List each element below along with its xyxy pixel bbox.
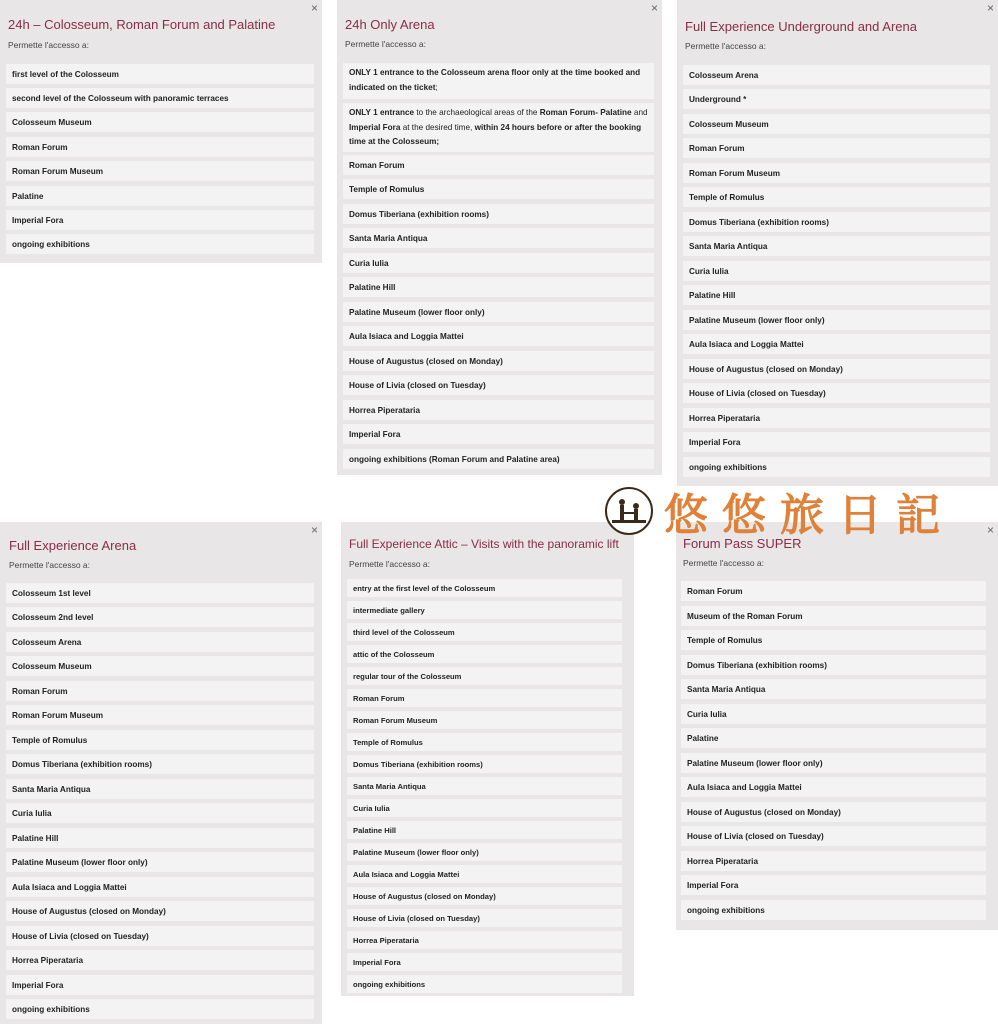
list-item: ongoing exhibitions xyxy=(681,900,986,920)
list-item: House of Augustus (closed on Monday) xyxy=(6,901,314,921)
list-item: Temple of Romulus xyxy=(6,730,314,750)
list-item: attic of the Colosseum xyxy=(347,645,622,663)
close-icon[interactable]: × xyxy=(986,523,994,537)
watermark xyxy=(602,486,998,541)
list-item: Curia Iulia xyxy=(681,704,986,724)
list-item: House of Augustus (closed on Monday) xyxy=(681,802,986,822)
entrance-forum-text3: at the desired time, xyxy=(400,122,475,132)
watermark-char: 旅 xyxy=(780,490,824,541)
list-item: Palatine Hill xyxy=(343,277,654,297)
list-item: Curia Iulia xyxy=(343,253,654,273)
panel-subtitle: Permette l'accesso a: xyxy=(685,41,766,51)
close-icon[interactable]: × xyxy=(986,1,994,15)
list-item: ongoing exhibitions (Roman Forum and Palatine area) xyxy=(343,449,654,469)
list-item: Temple of Romulus xyxy=(681,630,986,650)
panel-title: Full Experience Arena xyxy=(9,538,137,553)
list-item: House of Augustus (closed on Monday) xyxy=(343,351,654,371)
list-item: Imperial Fora xyxy=(683,432,990,452)
watermark-char: 記 xyxy=(896,490,940,541)
watermark-char: 悠 xyxy=(664,490,708,541)
list-item: House of Livia (closed on Tuesday) xyxy=(347,909,622,927)
list-item: Roman Forum Museum xyxy=(683,163,990,183)
entrance-forum-text1: to the archaeological areas of the xyxy=(414,108,540,117)
list-item: Curia Iulia xyxy=(347,799,622,817)
list-item: Imperial Fora xyxy=(6,210,314,230)
list-item: Curia Iulia xyxy=(683,261,990,281)
watermark-text xyxy=(664,486,940,541)
list-item: Domus Tiberiana (exhibition rooms) xyxy=(681,655,986,675)
panel-title: 24h – Colosseum, Roman Forum and Palatine xyxy=(8,17,276,32)
list-item: Imperial Fora xyxy=(347,953,622,971)
list-item: Colosseum Arena xyxy=(683,65,990,85)
list-item: Imperial Fora xyxy=(681,875,986,895)
list-item: Roman Forum Museum xyxy=(6,705,314,725)
panel-subtitle: Permette l'accesso a: xyxy=(345,39,426,49)
panel-title: 24h Only Arena xyxy=(345,17,435,32)
list-item: Horrea Piperataria xyxy=(683,408,990,428)
watermark-char: 日 xyxy=(838,490,882,541)
list-item: second level of the Colosseum with panoramic terraces xyxy=(6,88,314,108)
panel-subtitle: Permette l'accesso a: xyxy=(9,560,90,570)
list-item: Temple of Romulus xyxy=(347,733,622,751)
list-item: Horrea Piperataria xyxy=(6,950,314,970)
list-item: Palatine Hill xyxy=(683,285,990,305)
list-item: Santa Maria Antiqua xyxy=(681,679,986,699)
list-item: Colosseum 2nd level xyxy=(6,607,314,627)
list-item: Imperial Fora xyxy=(343,424,654,444)
list-item: ongoing exhibitions xyxy=(6,234,314,254)
entrance-arena-rest: ; xyxy=(435,82,438,92)
list-item: Santa Maria Antiqua xyxy=(347,777,622,795)
list-item: Horrea Piperataria xyxy=(347,931,622,949)
list-item: Domus Tiberiana (exhibition rooms) xyxy=(683,212,990,232)
list-item: Domus Tiberiana (exhibition rooms) xyxy=(6,754,314,774)
list-item: House of Augustus (closed on Monday) xyxy=(683,359,990,379)
panel-subtitle: Permette l'accesso a: xyxy=(683,558,764,568)
entrance-forum-bold2: Roman Forum- Palatine xyxy=(539,108,632,117)
list-item: House of Livia (closed on Tuesday) xyxy=(6,926,314,946)
list-item: Domus Tiberiana (exhibition rooms) xyxy=(347,755,622,773)
list-item: entry at the first level of the Colosseum xyxy=(347,579,622,597)
list-item: Aula Isiaca and Loggia Mattei xyxy=(6,877,314,897)
entrance-forum-bold3: Imperial Fora xyxy=(349,122,401,132)
list-item: Colosseum Museum xyxy=(6,112,314,132)
panel-title: Full Experience Underground and Arena xyxy=(685,19,917,34)
list-item: House of Livia (closed on Tuesday) xyxy=(343,375,654,395)
list-item: Colosseum Arena xyxy=(6,632,314,652)
list-item: Curia Iulia xyxy=(6,803,314,823)
entrance-arena-bold: ONLY 1 entrance to the Colosseum arena floor only at the time booked and indicated on the ticket xyxy=(349,68,641,92)
panel-full-experience-underground xyxy=(677,0,998,486)
list-item: Palatine Hill xyxy=(6,828,314,848)
list-item: Domus Tiberiana (exhibition rooms) xyxy=(343,204,654,224)
list-item: Santa Maria Antiqua xyxy=(683,236,990,256)
list-item-entrance-arena xyxy=(343,63,654,99)
entrance-forum-bold4: within 24 hours before or after the booking time at the Colosseum; xyxy=(349,122,642,146)
close-icon[interactable]: × xyxy=(310,1,318,15)
list-item: ongoing exhibitions xyxy=(347,975,622,993)
list-item: Colosseum Museum xyxy=(6,656,314,676)
close-icon[interactable]: × xyxy=(310,523,318,537)
list-item: Palatine xyxy=(681,728,986,748)
list-item: Roman Forum xyxy=(347,689,622,707)
panel-24h-only-arena xyxy=(337,0,662,475)
list-item: Horrea Piperataria xyxy=(343,400,654,420)
list-item: Palatine Museum (lower floor only) xyxy=(347,843,622,861)
list-item: intermediate gallery xyxy=(347,601,622,619)
list-item: Aula Isiaca and Loggia Mattei xyxy=(681,777,986,797)
list-item: Roman Forum xyxy=(6,137,314,157)
entrance-forum-text2: and xyxy=(631,108,648,117)
list-item: Roman Forum Museum xyxy=(6,161,314,181)
panel-subtitle: Permette l'accesso a: xyxy=(8,40,89,50)
travel-logo-icon xyxy=(602,486,656,536)
list-item: Roman Forum xyxy=(681,581,986,601)
list-item: Museum of the Roman Forum xyxy=(681,606,986,626)
list-item-entrance-forum xyxy=(343,103,654,152)
list-item: Roman Forum xyxy=(343,155,654,175)
list-item: Roman Forum xyxy=(6,681,314,701)
list-item: ongoing exhibitions xyxy=(683,457,990,477)
panel-title: Full Experience Attic – Visits with the panoramic lift xyxy=(349,537,619,551)
panel-24h-colosseum xyxy=(0,0,322,263)
panel-full-experience-attic xyxy=(341,522,634,996)
list-item: Roman Forum xyxy=(683,138,990,158)
list-item: Colosseum Museum xyxy=(683,114,990,134)
list-item: regular tour of the Colosseum xyxy=(347,667,622,685)
list-item: ongoing exhibitions xyxy=(6,999,314,1019)
list-item: Palatine xyxy=(6,186,314,206)
list-item: Aula Isiaca and Loggia Mattei xyxy=(683,334,990,354)
panel-forum-pass-super xyxy=(676,522,998,930)
list-item: Palatine Museum (lower floor only) xyxy=(6,852,314,872)
entrance-forum-bold1: ONLY 1 entrance xyxy=(349,108,415,117)
list-item: Aula Isiaca and Loggia Mattei xyxy=(343,326,654,346)
list-item: Santa Maria Antiqua xyxy=(6,779,314,799)
list-item: Santa Maria Antiqua xyxy=(343,228,654,248)
list-item: Roman Forum Museum xyxy=(347,711,622,729)
list-item: Imperial Fora xyxy=(6,975,314,995)
list-item: Underground * xyxy=(683,89,990,109)
list-item: Palatine Museum (lower floor only) xyxy=(681,753,986,773)
watermark-char: 悠 xyxy=(722,490,766,541)
panel-subtitle: Permette l'accesso a: xyxy=(349,559,430,569)
list-item: House of Livia (closed on Tuesday) xyxy=(681,826,986,846)
list-item: third level of the Colosseum xyxy=(347,623,622,641)
list-item: Aula Isiaca and Loggia Mattei xyxy=(347,865,622,883)
list-item: Temple of Romulus xyxy=(683,187,990,207)
list-item: Colosseum 1st level xyxy=(6,583,314,603)
panel-full-experience-arena xyxy=(0,522,322,1024)
list-item: Palatine Museum (lower floor only) xyxy=(683,310,990,330)
list-item: Palatine Museum (lower floor only) xyxy=(343,302,654,322)
panel-title: Forum Pass SUPER xyxy=(683,536,802,551)
list-item: Horrea Piperataria xyxy=(681,851,986,871)
list-item: House of Livia (closed on Tuesday) xyxy=(683,383,990,403)
list-item: House of Augustus (closed on Monday) xyxy=(347,887,622,905)
list-item: first level of the Colosseum xyxy=(6,64,314,84)
list-item: Temple of Romulus xyxy=(343,179,654,199)
close-icon[interactable]: × xyxy=(650,1,658,15)
list-item: Palatine Hill xyxy=(347,821,622,839)
